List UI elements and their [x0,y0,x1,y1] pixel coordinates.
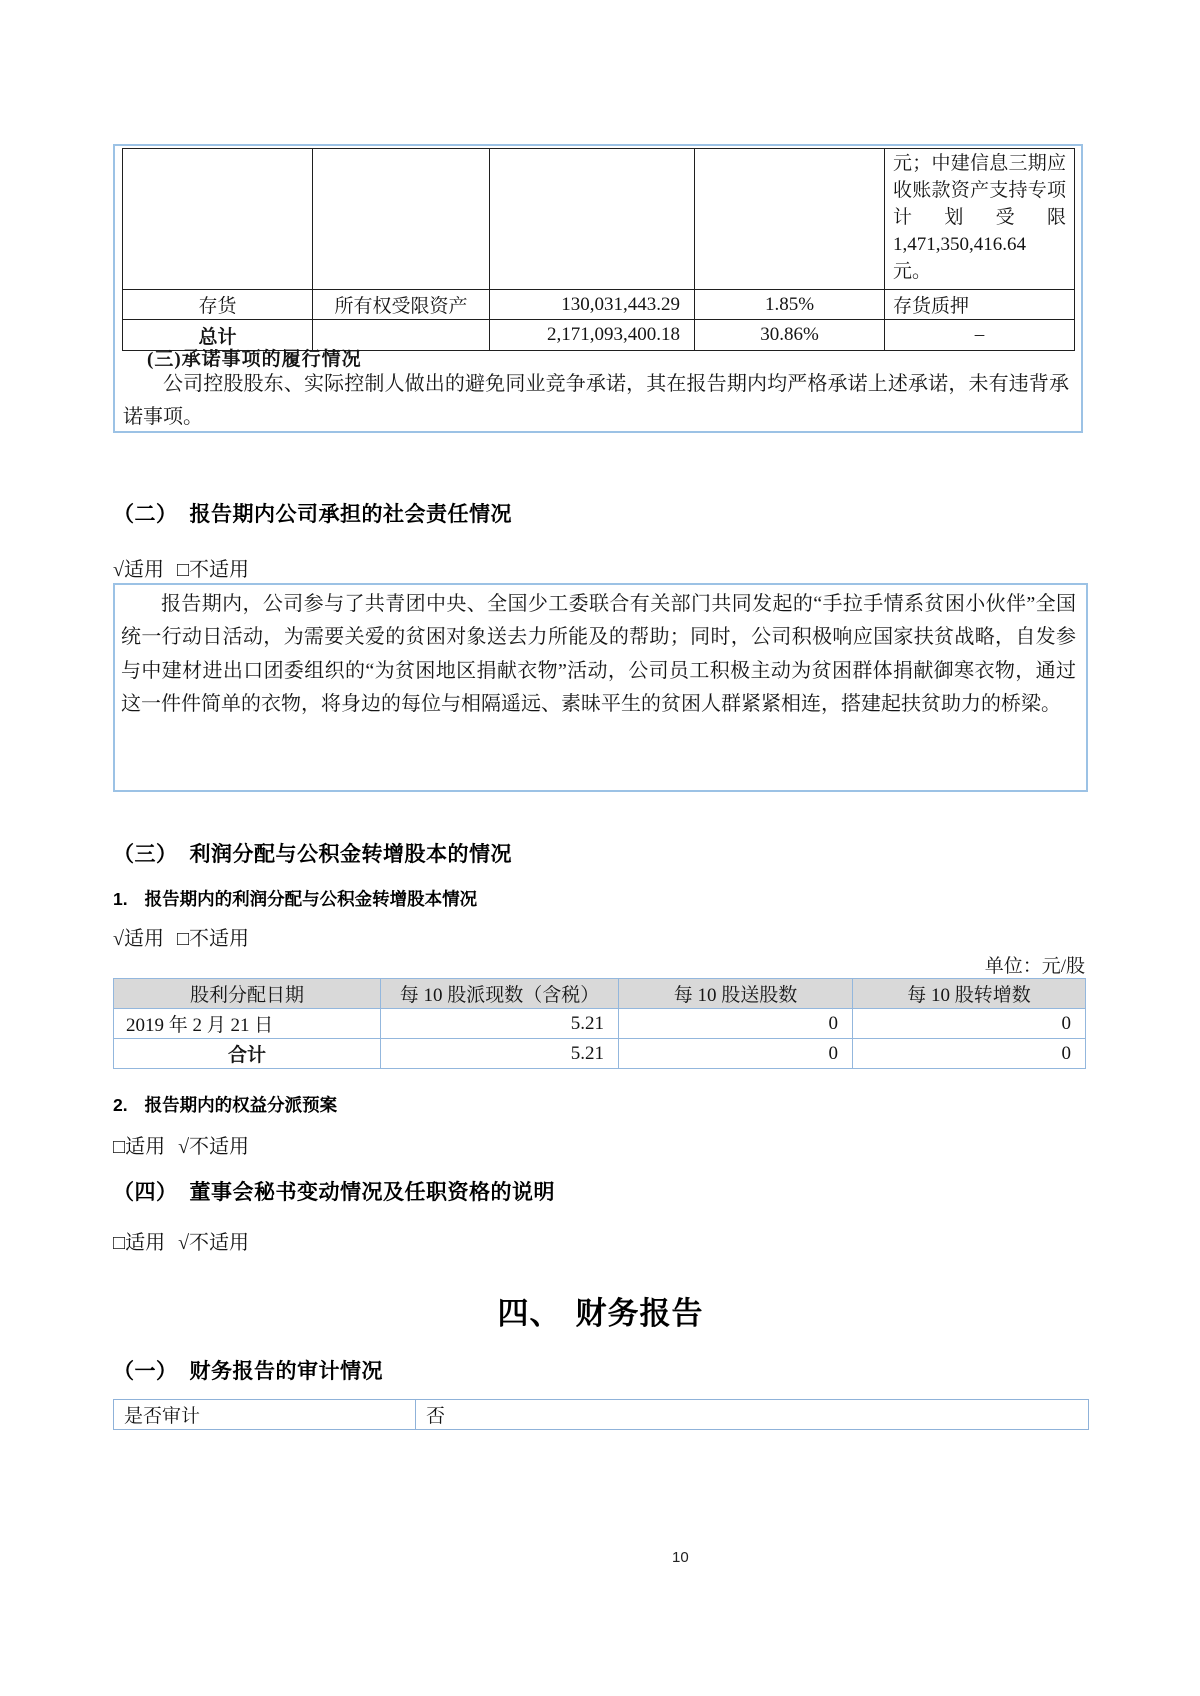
col-header-cash: 每 10 股派现数（含税） [381,979,619,1009]
ratio-cell: 1.85% [695,290,885,320]
applicability-line: √适用 □不适用 [113,559,250,581]
amount-cell: 130,031,443.29 [490,290,695,320]
section-heading-profit-distribution [113,838,512,868]
section-number: （三） [113,843,178,866]
commitments-subheading: (三)承诺事项的履行情况 [147,349,362,370]
table-header-row [114,979,1086,1009]
dividend-table [113,978,1086,1069]
applicability-line: □适用 √不适用 [113,1136,250,1158]
section-heading-audit-status [113,1355,383,1385]
commitments-paragraph: 公司控股股东、实际控制人做出的避免同业竞争承诺，其在报告期内均严格承诺上述承诺，未有违背承诺事项。 [123,373,1069,428]
asset-name-cell: 存货 [123,290,313,320]
audit-label-cell: 是否审计 [114,1400,416,1430]
item-number: 1. [113,889,128,909]
item-heading-profit-distribution-detail [113,886,477,911]
item-title: 报告期内的权益分派预案 [144,1095,338,1115]
section-title: 报告期内公司承担的社会责任情况 [189,503,512,526]
empty-cell [123,149,313,290]
restriction-note-cell: 元；中建信息三期应收账款资产支持专项计划受限 1,471,350,416.64 元。 [885,149,1075,290]
item-heading-equity-distribution-plan [113,1092,337,1117]
section-number: （一） [113,1360,178,1383]
col-header-date: 股利分配日期 [114,979,381,1009]
date-cell: 2019 年 2 月 21 日 [114,1009,381,1039]
social-responsibility-box [113,583,1088,792]
social-responsibility-paragraph: 报告期内，公司参与了共青团中央、全国少工委联合有关部门共同发起的“手拉手情系贫困小伙伴”全国统一行动日活动，为需要关爱的贫困对象送去力所能及的帮助；同时，公司积极响应国家扶贫战略，自发参与中建材进出口团委组织的“为贫困地区捐献衣物”活动，公司员工积极主动为贫困群体捐献御寒衣物，通过这一件件简单的衣物，将身边的每位与相隔遥远、素昧平生的贫困人群紧紧相连，搭建起扶贫助力的桥梁。 [121,593,1076,716]
cash-cell: 5.21 [381,1009,619,1039]
restricted-assets-table [122,148,1075,351]
continuation-section-box [113,144,1083,433]
page-number: 10 [672,1549,689,1566]
empty-cell [695,149,885,290]
section-number: （二） [113,503,178,526]
audit-value-cell: 否 [416,1400,1089,1430]
col-header-conversion: 每 10 股转增数 [853,979,1086,1009]
empty-cell [490,149,695,290]
cash-total-cell: 5.21 [381,1039,619,1069]
table-row [114,1400,1089,1430]
section-heading-social-responsibility [113,498,512,528]
section-title: 利润分配与公积金转增股本的情况 [189,843,512,866]
bonus-total-cell: 0 [619,1039,853,1069]
table-row [114,1009,1086,1039]
table-row [123,149,1075,290]
col-header-bonus: 每 10 股送股数 [619,979,853,1009]
table-row [123,290,1075,320]
chapter-number: 四、 [497,1296,562,1331]
total-label-cell: 合计 [114,1039,381,1069]
asset-type-cell: 所有权受限资产 [313,290,490,320]
conversion-cell: 0 [853,1009,1086,1039]
total-amount-cell: 2,171,093,400.18 [490,320,695,351]
reason-cell: 存货质押 [885,290,1075,320]
total-ratio-cell: 30.86% [695,320,885,351]
total-label-cell: 总计 [123,320,313,351]
section-number: （四） [113,1181,178,1204]
chapter-title: 财务报告 [575,1296,704,1331]
applicability-line: √适用 □不适用 [113,928,250,950]
conversion-total-cell: 0 [853,1039,1086,1069]
chapter-heading-financial-report [113,1288,1088,1333]
table-row-total [114,1039,1086,1069]
item-title: 报告期内的利润分配与公积金转增股本情况 [144,889,478,909]
unit-label: 单位：元/股 [984,956,1085,977]
item-number: 2. [113,1095,128,1115]
empty-cell [313,149,490,290]
bonus-cell: 0 [619,1009,853,1039]
section-title: 董事会秘书变动情况及任职资格的说明 [189,1181,555,1204]
section-title: 财务报告的审计情况 [189,1360,383,1383]
section-heading-board-secretary [113,1176,555,1206]
dash-cell: – [885,320,1075,351]
applicability-line: □适用 √不适用 [113,1232,250,1254]
audit-table [113,1399,1089,1430]
